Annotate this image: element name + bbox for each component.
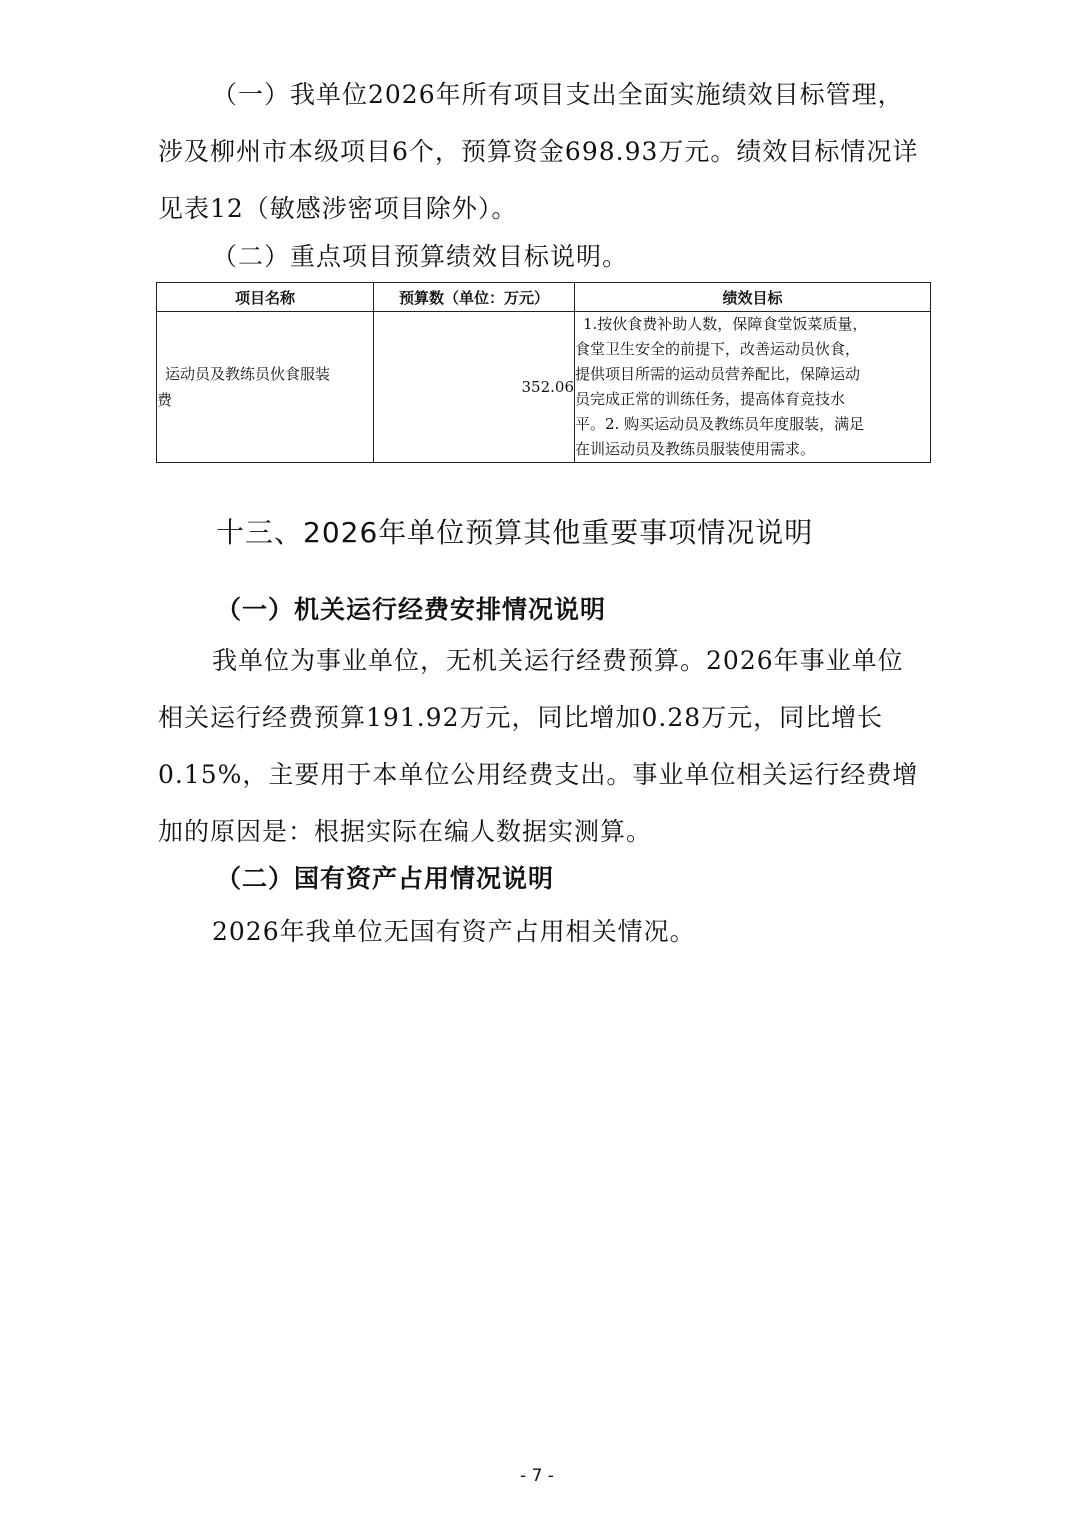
subsection-state-assets-heading: （二）国有资产占用情况说明 (216, 864, 555, 893)
header-project-name: 项目名称 (157, 283, 374, 312)
cell-project-name (157, 312, 374, 463)
table-row (157, 312, 931, 463)
cell-performance-goal (575, 312, 931, 463)
paragraph-performance-management (158, 66, 930, 237)
cell-line: 在训运动员及教练员服装使用需求。 (575, 440, 816, 458)
paragraph-line: 加的原因是：根据实际在编人数据实测算。 (158, 817, 653, 846)
cell-line: 员完成正常的训练任务，提高体育竞技水 (575, 390, 846, 408)
cell-line: 食堂卫生安全的前提下，改善运动员伙食， (575, 340, 861, 358)
page-number: - 7 - (520, 1466, 554, 1486)
cell-budget-amount: 352.06 (374, 312, 575, 463)
paragraph-operating-funds (158, 632, 930, 860)
paragraph-key-project (158, 228, 930, 285)
paragraph-line: 0.15%，主要用于本单位公用经费支出。事业单位相关运行经费增 (158, 760, 919, 789)
section-13-title: 十三、2026年单位预算其他重要事项情况说明 (216, 516, 814, 549)
paragraph-line: （二）重点项目预算绩效目标说明。 (212, 242, 629, 271)
subsection-operating-funds-heading: （一）机关运行经费安排情况说明 (216, 595, 607, 624)
cell-line: 平。2. 购买运动员及教练员年度服装，满足 (575, 415, 865, 433)
paragraph-line: 相关运行经费预算191.92万元，同比增加0.28万元，同比增长 (158, 703, 884, 732)
paragraph-line: 2026年我单位无国有资产占用相关情况。 (212, 917, 696, 946)
cell-line: 费 (157, 391, 173, 409)
cell-line: 提供项目所需的运动员营养配比，保障运动 (575, 365, 861, 383)
key-project-table (156, 282, 931, 463)
paragraph-line: 我单位为事业单位，无机关运行经费预算。2026年事业单位 (212, 646, 904, 675)
cell-line: 运动员及教练员伙食服装 (165, 365, 331, 383)
cell-line: 1.按伙食费补助人数，保障食堂饭菜质量， (583, 315, 868, 333)
paragraph-line: （一）我单位2026年所有项目支出全面实施绩效目标管理， (212, 80, 904, 109)
paragraph-state-assets (158, 903, 930, 960)
table-header-row (157, 283, 931, 312)
header-performance-goal: 绩效目标 (575, 283, 931, 312)
paragraph-line: 见表12（敏感涉密项目除外）。 (158, 194, 518, 223)
paragraph-line: 涉及柳州市本级项目6个，预算资金698.93万元。绩效目标情况详 (158, 137, 919, 166)
header-budget-amount: 预算数（单位：万元） (374, 283, 575, 312)
